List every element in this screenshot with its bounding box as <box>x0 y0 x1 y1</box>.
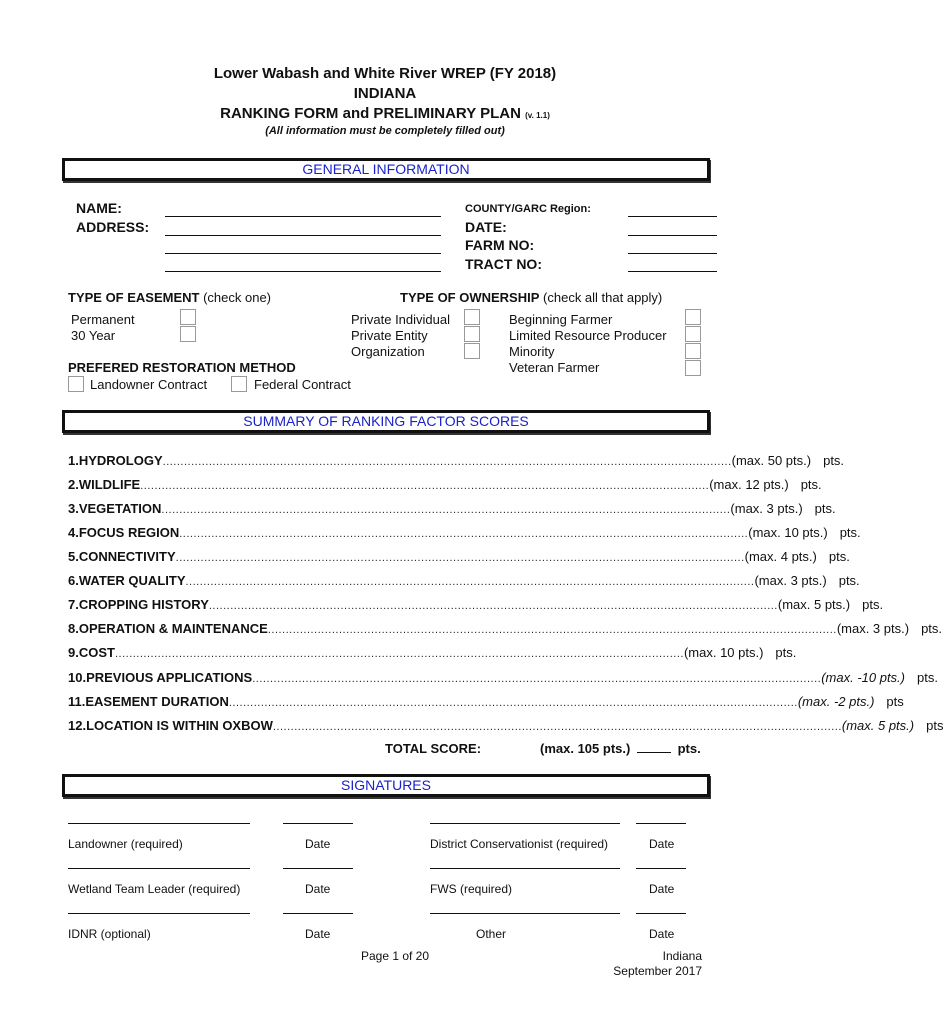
ownership-option-veteran-farmer: Veteran Farmer <box>509 360 600 375</box>
beginning-farmer-checkbox[interactable] <box>685 309 701 325</box>
factor-max: (max. 3 pts.) <box>730 501 803 516</box>
factor-unit: pts. <box>814 501 836 516</box>
factor-name: CROPPING HISTORY <box>78 597 209 612</box>
dot-leader: ................................................................................................................................................................ <box>162 456 732 468</box>
factor-max: (max. 5 pts.) <box>841 718 915 733</box>
ownership-heading-text: TYPE OF OWNERSHIP <box>400 290 540 305</box>
name-field[interactable] <box>165 216 441 217</box>
factor-unit: pts. <box>800 477 822 492</box>
tract-no-field[interactable] <box>628 271 717 272</box>
factor-max: (max. 5 pts.) <box>777 597 851 612</box>
factor-number: 5. <box>68 549 79 564</box>
factor-number: 4. <box>68 525 79 540</box>
dot-leader: ................................................................................................................................................................ <box>185 576 755 588</box>
easement-permanent-checkbox[interactable] <box>180 309 196 325</box>
factor-unit: pts <box>886 694 904 709</box>
factor-number: 6. <box>68 573 79 588</box>
factor-number: 8. <box>68 621 79 636</box>
signature-label: Landowner (required) <box>68 837 183 851</box>
county-label: COUNTY/GARC Region: <box>465 203 591 215</box>
factor-unit: pts. <box>862 597 884 612</box>
factor-row <box>68 573 860 591</box>
title-line1: Lower Wabash and White River WREP (FY 2018) <box>213 65 557 82</box>
signature-label: Wetland Team Leader (required) <box>68 882 241 896</box>
factor-row <box>68 525 861 543</box>
factor-number: 11. <box>68 694 86 709</box>
federal-contract-checkbox[interactable] <box>231 376 247 392</box>
dot-leader: ................................................................................................................................................................ <box>228 697 798 709</box>
signature-line[interactable] <box>68 823 250 824</box>
summary-header: SUMMARY OF RANKING FACTOR SCORES <box>62 410 710 433</box>
general-info-header: GENERAL INFORMATION <box>62 158 710 181</box>
title-line2: INDIANA <box>353 85 417 102</box>
page-number: Page 1 of 20 <box>360 949 430 963</box>
total-score-label: TOTAL SCORE: <box>385 741 482 756</box>
factor-row <box>68 645 797 663</box>
date-line[interactable] <box>283 868 353 869</box>
version-label: (v. 1.1) <box>525 111 550 120</box>
landowner-contract-checkbox[interactable] <box>68 376 84 392</box>
easement-option-permanent: Permanent <box>71 312 135 327</box>
factor-max: (max. 12 pts.) <box>709 477 789 492</box>
date-line[interactable] <box>283 823 353 824</box>
county-field[interactable] <box>628 216 717 217</box>
factor-name: WATER QUALITY <box>78 573 186 588</box>
ownership-option-beginning-farmer: Beginning Farmer <box>509 312 613 327</box>
dot-leader: ................................................................................................................................................................ <box>208 600 778 612</box>
factor-max: (max. 3 pts.) <box>836 621 910 636</box>
dot-leader: ................................................................................................................................................................ <box>114 648 684 660</box>
factor-row <box>68 453 845 471</box>
name-label: NAME: <box>76 200 122 216</box>
factor-unit: pts. <box>917 670 938 685</box>
address-field-3[interactable] <box>165 271 441 272</box>
factor-number: 2. <box>68 477 79 492</box>
date-label: DATE: <box>465 219 507 235</box>
total-score-unit: pts. <box>677 741 701 756</box>
date-label: Date <box>305 927 331 941</box>
footer-state: Indiana <box>662 949 702 963</box>
farm-no-field[interactable] <box>628 253 717 254</box>
factor-name: OPERATION & MAINTENANCE <box>78 621 268 636</box>
dot-leader: ................................................................................................................................................................ <box>267 624 837 636</box>
factor-max: (max. 10 pts.) <box>683 645 764 660</box>
address-label: ADDRESS: <box>76 219 150 235</box>
title-line3 <box>0 104 770 125</box>
ownership-option-private-entity: Private Entity <box>351 328 428 343</box>
factor-row <box>68 621 943 639</box>
landowner-contract-label: Landowner Contract <box>90 377 208 392</box>
dot-leader: ................................................................................................................................................................ <box>140 480 710 492</box>
date-line[interactable] <box>283 913 353 914</box>
ownership-note: (check all that apply) <box>543 290 663 305</box>
signature-label: IDNR (optional) <box>68 927 151 941</box>
total-score-row <box>540 741 701 756</box>
ownership-option-private-individual: Private Individual <box>351 312 450 327</box>
address-field-1[interactable] <box>165 235 441 236</box>
factor-number: 1. <box>68 453 79 468</box>
ownership-option-minority: Minority <box>509 344 555 359</box>
date-line[interactable] <box>636 823 686 824</box>
factor-name: HYDROLOGY <box>78 453 163 468</box>
signature-label: Other <box>476 927 507 941</box>
signature-line[interactable] <box>68 913 250 914</box>
restoration-heading: PREFERED RESTORATION METHOD <box>68 360 296 375</box>
signature-label: FWS (required) <box>430 882 513 896</box>
date-label: Date <box>305 837 331 851</box>
ownership-option-limited-resource: Limited Resource Producer <box>509 328 667 343</box>
dot-leader: ................................................................................................................................................................ <box>161 504 731 516</box>
factor-unit: pts. <box>828 549 850 564</box>
date-line[interactable] <box>636 868 686 869</box>
date-label: Date <box>649 927 675 941</box>
signatures-header: SIGNATURES <box>62 774 710 797</box>
signature-line[interactable] <box>430 913 620 914</box>
factor-number: 12. <box>68 718 87 733</box>
easement-heading-text: TYPE OF EASEMENT <box>68 290 200 305</box>
factor-name: FOCUS REGION <box>78 525 180 540</box>
private-individual-checkbox[interactable] <box>464 309 480 325</box>
footer-date: September 2017 <box>613 964 702 978</box>
factor-row <box>68 694 904 712</box>
date-label: Date <box>305 882 331 896</box>
factor-name: PREVIOUS APPLICATIONS <box>86 670 253 685</box>
veteran-farmer-checkbox[interactable] <box>685 360 701 376</box>
total-score-max: (max. 105 pts.) <box>540 741 631 756</box>
date-label: Date <box>649 882 675 896</box>
factor-row <box>68 477 822 495</box>
factor-row <box>68 597 884 615</box>
factor-unit: pts. <box>839 525 861 540</box>
factor-max: (max. 4 pts.) <box>744 549 817 564</box>
private-entity-checkbox[interactable] <box>464 326 480 342</box>
factor-number: 10. <box>68 670 87 685</box>
factor-max: (max. 50 pts.) <box>731 453 812 468</box>
easement-note: (check one) <box>203 290 272 305</box>
factor-name: WILDLIFE <box>78 477 141 492</box>
factor-name: VEGETATION <box>78 501 162 516</box>
factor-name: COST <box>78 645 115 660</box>
factor-max: (max. 3 pts.) <box>754 573 827 588</box>
ownership-option-organization: Organization <box>351 344 425 359</box>
signature-line[interactable] <box>430 868 620 869</box>
instruction-text: (All information must be completely filled out) <box>265 125 505 137</box>
easement-heading <box>68 290 271 305</box>
factor-name: LOCATION IS WITHIN OXBOW <box>86 718 273 733</box>
factor-row <box>68 718 943 736</box>
form-title: RANKING FORM and PRELIMINARY PLAN <box>220 105 521 122</box>
signature-label: District Conservationist (required) <box>430 837 609 851</box>
factor-number: 3. <box>68 501 79 516</box>
dot-leader: ................................................................................................................................................................ <box>175 552 745 564</box>
dot-leader: ................................................................................................................................................................ <box>179 528 749 540</box>
factor-max: (max. -2 pts.) <box>797 694 875 709</box>
dot-leader: ................................................................................................................................................................ <box>252 673 822 685</box>
date-label: Date <box>649 837 675 851</box>
federal-contract-label: Federal Contract <box>254 377 351 392</box>
date-field[interactable] <box>628 235 717 236</box>
factor-number: 9. <box>68 645 79 660</box>
signature-line[interactable] <box>68 868 250 869</box>
easement-option-30-year: 30 Year <box>71 328 116 343</box>
tract-no-label: TRACT NO: <box>465 256 542 272</box>
factor-unit: pts. <box>838 573 860 588</box>
date-line[interactable] <box>636 913 686 914</box>
factor-unit: pts. <box>823 453 845 468</box>
factor-max: (max. 10 pts.) <box>748 525 828 540</box>
factor-unit: pts. <box>921 621 943 636</box>
easement-30-year-checkbox[interactable] <box>180 326 196 342</box>
factor-max: (max. -10 pts.) <box>821 670 905 685</box>
total-score-field[interactable] <box>637 741 671 753</box>
factor-number: 7. <box>68 597 79 612</box>
organization-checkbox[interactable] <box>464 343 480 359</box>
factor-row <box>68 549 850 567</box>
factor-unit: pts <box>926 718 943 733</box>
factor-name: CONNECTIVITY <box>78 549 176 564</box>
factor-unit: pts. <box>775 645 797 660</box>
factor-row <box>68 670 938 688</box>
address-field-2[interactable] <box>165 253 441 254</box>
ownership-heading <box>400 290 662 305</box>
limited-resource-checkbox[interactable] <box>685 326 701 342</box>
farm-no-label: FARM NO: <box>465 237 535 253</box>
minority-checkbox[interactable] <box>685 343 701 359</box>
factor-name: EASEMENT DURATION <box>85 694 229 709</box>
dot-leader: ................................................................................................................................................................ <box>272 721 842 733</box>
signature-line[interactable] <box>430 823 620 824</box>
factor-row <box>68 501 836 519</box>
